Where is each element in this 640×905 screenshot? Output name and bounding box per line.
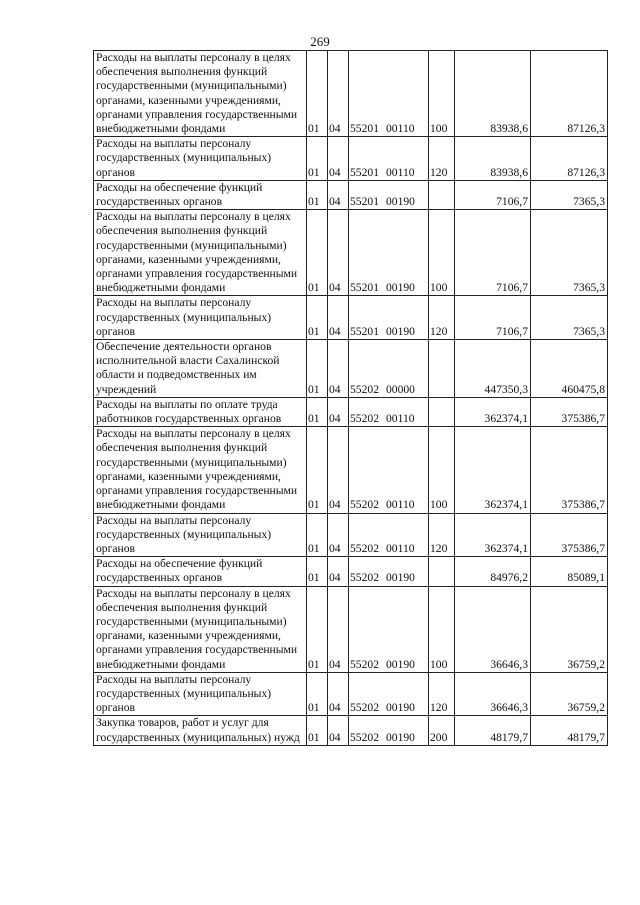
target-article-direction-code: 00110 (385, 412, 415, 426)
amount-year1-cell: 84976,2 (455, 557, 531, 586)
section-code-cell: 01 (307, 51, 328, 137)
target-article-cell (349, 427, 429, 513)
target-article-direction-code: 00110 (385, 122, 415, 136)
subsection-code-cell: 04 (328, 716, 349, 745)
amount-year2-cell: 460475,8 (531, 340, 608, 398)
amount-year1-cell: 7106,7 (455, 210, 531, 296)
amount-year2-cell: 7365,3 (531, 180, 608, 209)
amount-year2-cell: 48179,7 (531, 716, 608, 745)
table-row (94, 210, 608, 296)
amount-year1-cell: 36646,3 (455, 586, 531, 672)
expense-name-cell: Расходы на выплаты персоналу государственных (муниципальных) органов (94, 513, 307, 557)
amount-year2-cell: 7365,3 (531, 296, 608, 340)
target-article-program-code: 55201 (350, 195, 379, 209)
section-code-cell: 01 (307, 137, 328, 181)
table-row (94, 716, 608, 745)
expense-type-cell: 200 (429, 716, 455, 745)
table-row (94, 672, 608, 716)
subsection-code-cell: 04 (328, 427, 349, 513)
expense-name-cell: Обеспечение деятельности органов исполнительной власти Сахалинской области и подведомственных им учреждений (94, 340, 307, 398)
target-article-cell (349, 716, 429, 745)
section-code-cell: 01 (307, 672, 328, 716)
expense-type-cell (429, 340, 455, 398)
target-article-cell (349, 586, 429, 672)
amount-year2-cell: 36759,2 (531, 672, 608, 716)
amount-year2-cell: 87126,3 (531, 137, 608, 181)
budget-table-body (94, 51, 608, 746)
table-row (94, 397, 608, 426)
target-article-direction-code: 00190 (385, 701, 415, 715)
amount-year2-cell: 375386,7 (531, 513, 608, 557)
subsection-code-cell: 04 (328, 210, 349, 296)
target-article-cell (349, 296, 429, 340)
expense-name-cell: Расходы на выплаты персоналу в целях обеспечения выполнения функций государственными (муниципальными) органами, казенными учреждениями, органами управления государственными внебюджетными фондами (94, 427, 307, 513)
target-article-program-code: 55201 (350, 165, 379, 179)
target-article-program-code: 55202 (350, 701, 379, 715)
expense-type-cell (429, 397, 455, 426)
target-article-program-code: 55202 (350, 657, 379, 671)
target-article-direction-code: 00190 (385, 657, 415, 671)
amount-year1-cell: 447350,3 (455, 340, 531, 398)
amount-year1-cell: 7106,7 (455, 180, 531, 209)
section-code-cell: 01 (307, 427, 328, 513)
section-code-cell: 01 (307, 210, 328, 296)
expense-type-cell: 120 (429, 137, 455, 181)
target-article-direction-code: 00000 (385, 382, 415, 396)
target-article-cell (349, 51, 429, 137)
target-article-program-code: 55201 (350, 324, 379, 338)
subsection-code-cell: 04 (328, 586, 349, 672)
table-row (94, 557, 608, 586)
section-code-cell: 01 (307, 180, 328, 209)
subsection-code-cell: 04 (328, 513, 349, 557)
table-row (94, 427, 608, 513)
target-article-cell (349, 513, 429, 557)
expense-name-cell: Расходы на выплаты персоналу государственных (муниципальных) органов (94, 137, 307, 181)
target-article-program-code: 55202 (350, 412, 379, 426)
amount-year1-cell: 7106,7 (455, 296, 531, 340)
expense-type-cell: 100 (429, 427, 455, 513)
expense-name-cell: Расходы на обеспечение функций государственных органов (94, 557, 307, 586)
amount-year2-cell: 375386,7 (531, 427, 608, 513)
target-article-program-code: 55202 (350, 730, 379, 744)
expense-name-cell: Расходы на выплаты персоналу в целях обеспечения выполнения функций государственными (муниципальными) органами, казенными учреждениями, органами управления государственными внебюджетными фондами (94, 586, 307, 672)
target-article-cell (349, 672, 429, 716)
table-row (94, 340, 608, 398)
amount-year1-cell: 83938,6 (455, 51, 531, 137)
expense-type-cell: 100 (429, 51, 455, 137)
target-article-direction-code: 00190 (385, 195, 415, 209)
amount-year2-cell: 85089,1 (531, 557, 608, 586)
amount-year2-cell: 375386,7 (531, 397, 608, 426)
expense-name-cell: Расходы на обеспечение функций государственных органов (94, 180, 307, 209)
target-article-direction-code: 00110 (385, 165, 415, 179)
amount-year1-cell: 362374,1 (455, 513, 531, 557)
expense-name-cell: Расходы на выплаты персоналу в целях обеспечения выполнения функций государственными (муниципальными) органами, казенными учреждениями, органами управления государственными внебюджетными фондами (94, 210, 307, 296)
expense-name-cell: Расходы на выплаты персоналу в целях обеспечения выполнения функций государственными (муниципальными) органами, казенными учреждениями, органами управления государственными внебюджетными фондами (94, 51, 307, 137)
subsection-code-cell: 04 (328, 180, 349, 209)
expense-type-cell: 100 (429, 586, 455, 672)
expense-name-cell: Расходы на выплаты по оплате труда работников государственных органов (94, 397, 307, 426)
subsection-code-cell: 04 (328, 137, 349, 181)
expense-type-cell (429, 557, 455, 586)
target-article-cell (349, 397, 429, 426)
target-article-direction-code: 00190 (385, 730, 415, 744)
expense-name-cell: Расходы на выплаты персоналу государственных (муниципальных) органов (94, 672, 307, 716)
expense-type-cell: 120 (429, 672, 455, 716)
section-code-cell: 01 (307, 340, 328, 398)
target-article-program-code: 55202 (350, 382, 379, 396)
expense-name-cell: Закупка товаров, работ и услуг для государственных (муниципальных) нужд (94, 716, 307, 745)
subsection-code-cell: 04 (328, 397, 349, 426)
target-article-direction-code: 00110 (385, 541, 415, 555)
amount-year2-cell: 87126,3 (531, 51, 608, 137)
section-code-cell: 01 (307, 557, 328, 586)
target-article-program-code: 55201 (350, 122, 379, 136)
expense-name-cell: Расходы на выплаты персоналу государственных (муниципальных) органов (94, 296, 307, 340)
target-article-cell (349, 210, 429, 296)
target-article-program-code: 55202 (350, 498, 379, 512)
amount-year2-cell: 36759,2 (531, 586, 608, 672)
target-article-program-code: 55202 (350, 571, 379, 585)
expense-type-cell: 120 (429, 296, 455, 340)
target-article-direction-code: 00110 (385, 498, 415, 512)
target-article-direction-code: 00190 (385, 281, 415, 295)
amount-year2-cell: 7365,3 (531, 210, 608, 296)
subsection-code-cell: 04 (328, 672, 349, 716)
expense-type-cell: 100 (429, 210, 455, 296)
expense-type-cell: 120 (429, 513, 455, 557)
expense-type-cell (429, 180, 455, 209)
section-code-cell: 01 (307, 586, 328, 672)
target-article-program-code: 55202 (350, 541, 379, 555)
amount-year1-cell: 362374,1 (455, 427, 531, 513)
section-code-cell: 01 (307, 397, 328, 426)
target-article-cell (349, 340, 429, 398)
section-code-cell: 01 (307, 716, 328, 745)
amount-year1-cell: 48179,7 (455, 716, 531, 745)
target-article-cell (349, 557, 429, 586)
table-row (94, 296, 608, 340)
target-article-cell (349, 180, 429, 209)
budget-table (93, 50, 608, 746)
target-article-program-code: 55201 (350, 281, 379, 295)
subsection-code-cell: 04 (328, 51, 349, 137)
subsection-code-cell: 04 (328, 557, 349, 586)
section-code-cell: 01 (307, 296, 328, 340)
table-row (94, 586, 608, 672)
section-code-cell: 01 (307, 513, 328, 557)
page-number: 269 (310, 34, 330, 49)
amount-year1-cell: 83938,6 (455, 137, 531, 181)
subsection-code-cell: 04 (328, 296, 349, 340)
table-row (94, 180, 608, 209)
target-article-cell (349, 137, 429, 181)
target-article-direction-code: 00190 (385, 571, 415, 585)
amount-year1-cell: 362374,1 (455, 397, 531, 426)
table-row (94, 51, 608, 137)
subsection-code-cell: 04 (328, 340, 349, 398)
target-article-direction-code: 00190 (385, 324, 415, 338)
table-row (94, 513, 608, 557)
amount-year1-cell: 36646,3 (455, 672, 531, 716)
table-row (94, 137, 608, 181)
